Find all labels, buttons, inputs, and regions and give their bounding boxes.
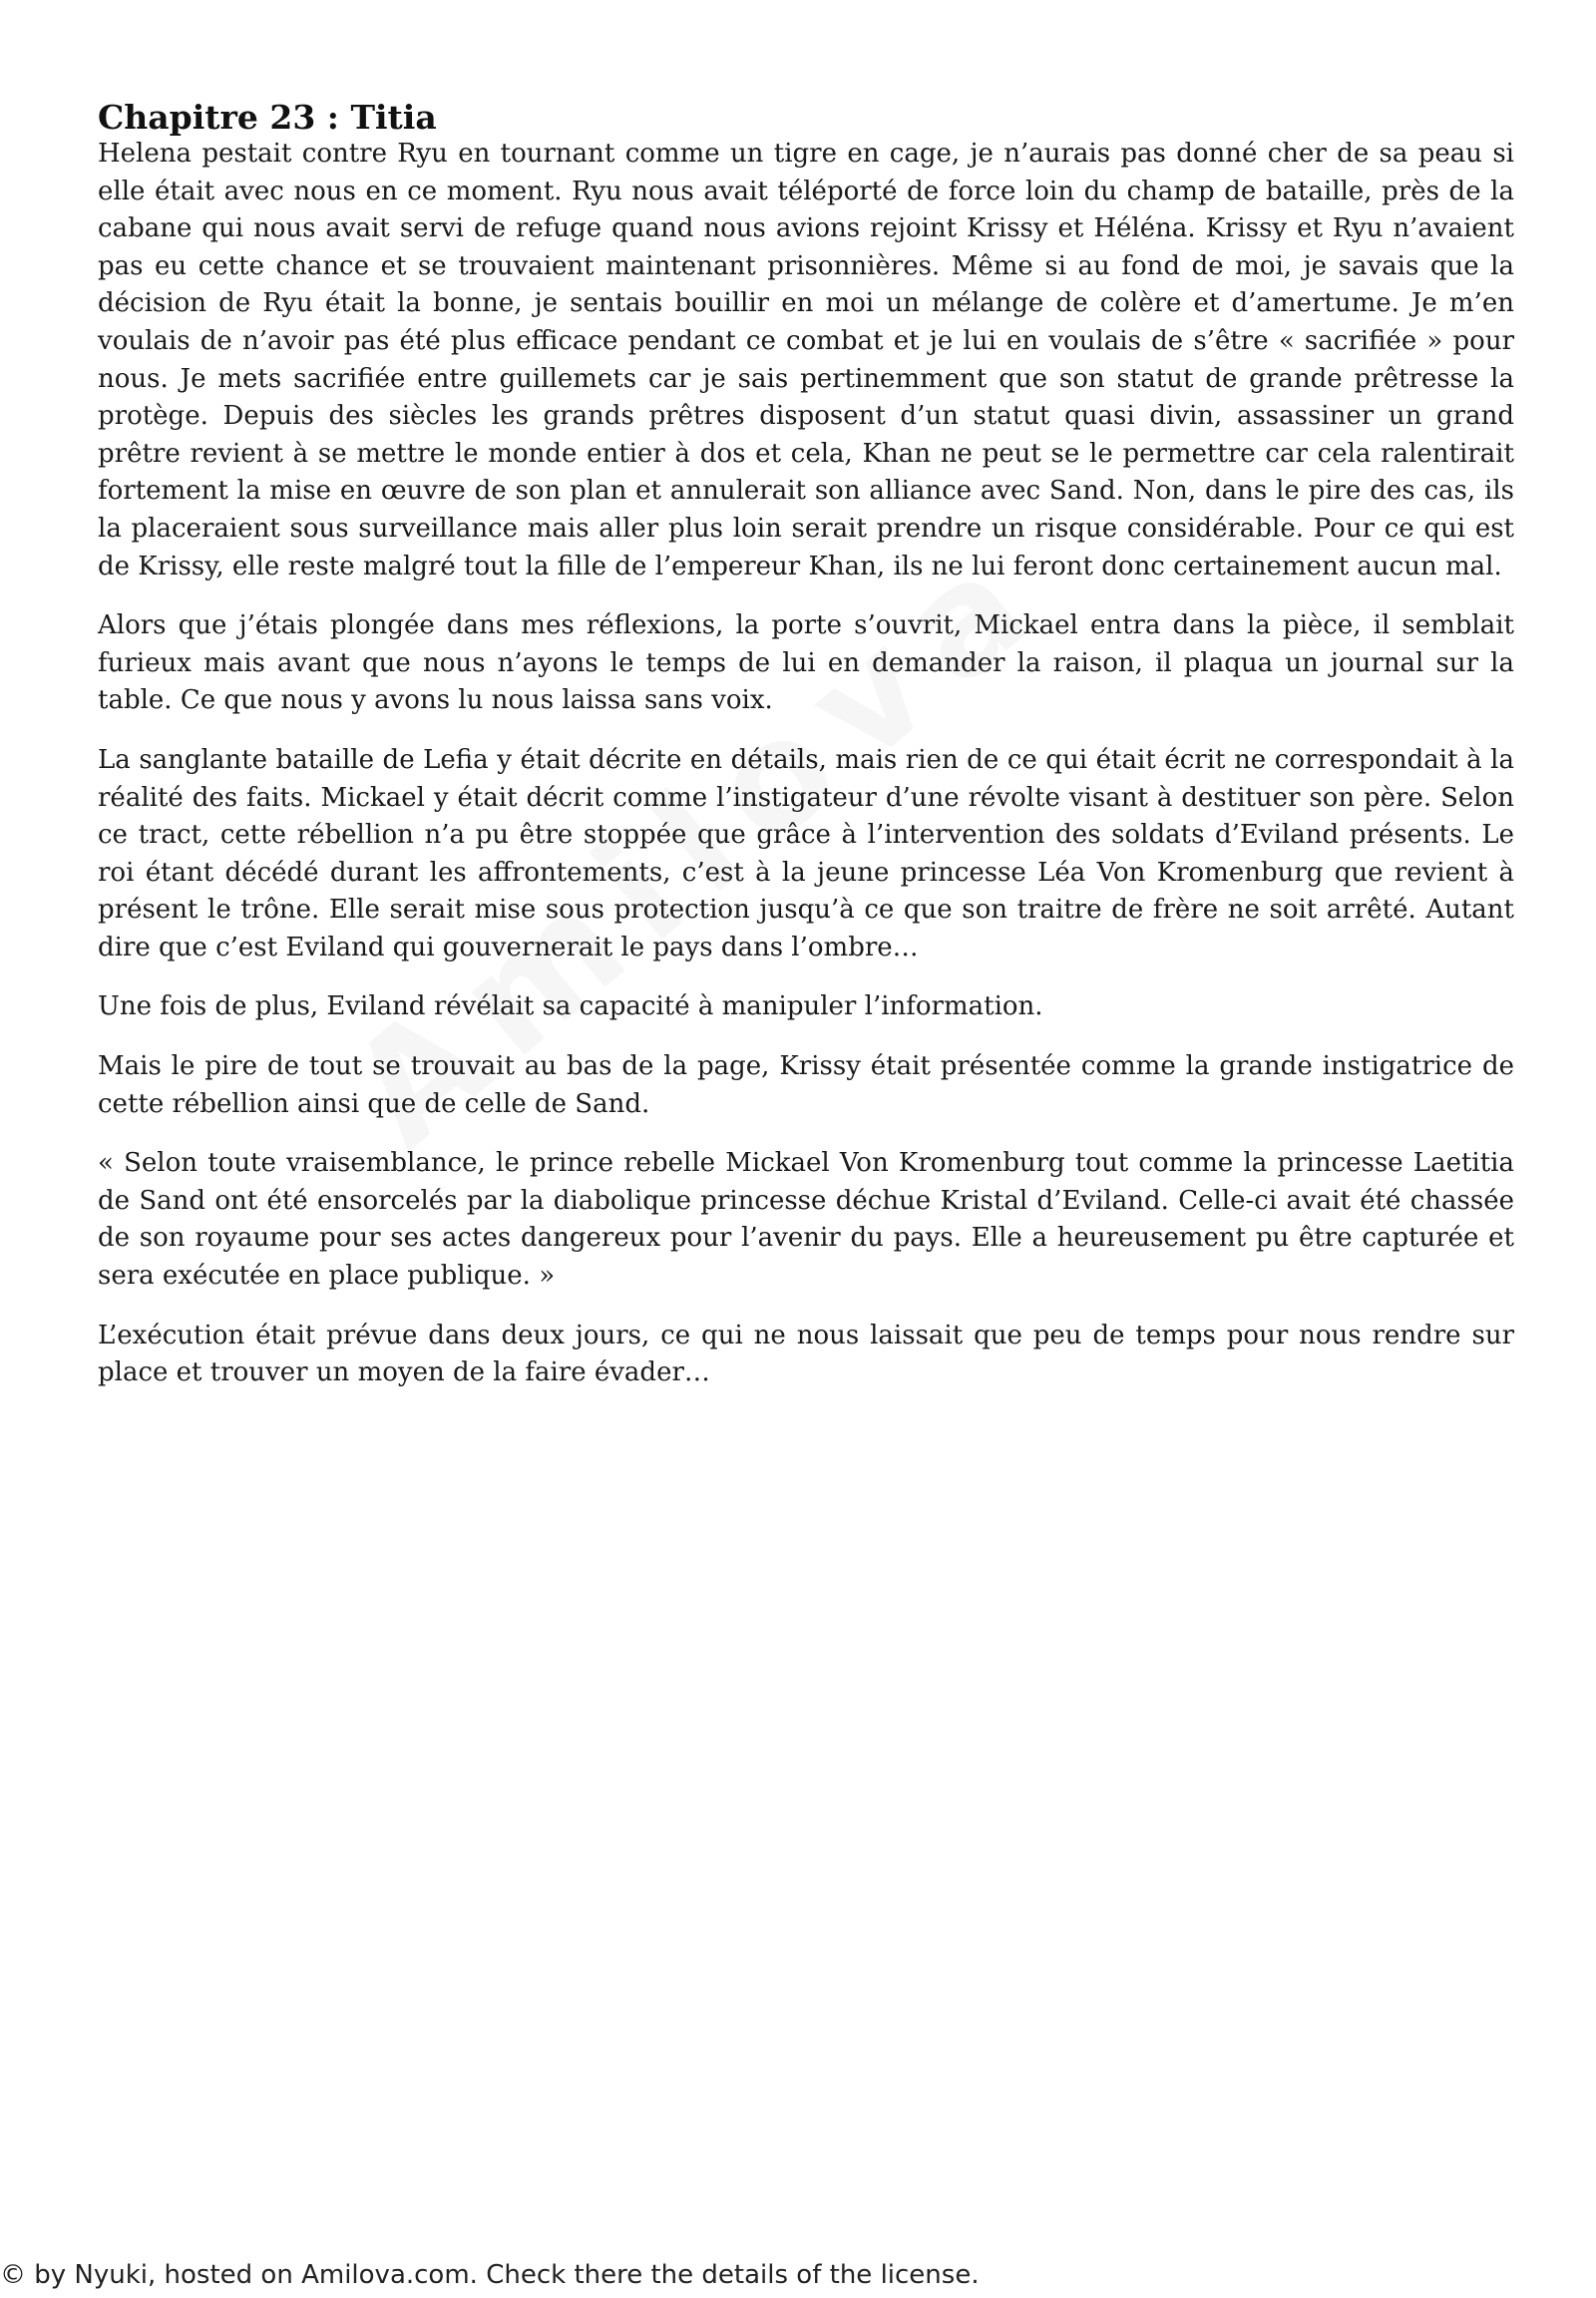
paragraph-4: Une fois de plus, Eviland révélait sa capacité à manipuler l’information. [98,991,1043,1022]
paragraph-1: Helena pestait contre Ryu en tournant comme un tigre en cage, je n’aurais pas donné cher de sa peau si elle était avec nous en ce moment. Ryu nous avait téléporté de force loin du champ de bataille, près de la cabane qui nous avait servi de refuge quand nous avions rejoint Krissy et Héléna. Krissy et Ryu n’avaient pas eu cette chance et se trouvaient maintenant prisonnières. Même si au fond de moi, je savais que la décision de Ryu était la bonne, je sentais bouillir en moi un mélange de colère et d’amertume. Je m’en voulais de n’avoir pas été plus efficace pendant ce combat et je lui en voulais de s’être « sacrifiée » pour nous. Je mets sacrifiée entre guillemets car je sais pertinemment que son statut de grande prêtresse la protège. Depuis des siècles les grands prêtres disposent d’un statut quasi divin, assassiner un grand prêtre revient à se mettre le monde entier à dos et cela, Khan ne peut se le permettre car cela ralentirait fortement la mise en œuvre de son plan et annulerait son alliance avec Sand. Non, dans le pire des cas, ils la placeraient sous surveillance mais aller plus loin serait prendre un risque considérable. Pour ce qui est de Krissy, elle reste malgré tout la fille de l’empereur Khan, ils ne lui feront donc certainement aucun mal. [98,139,1514,581]
paragraph-3: La sanglante bataille de Lefia y était décrite en détails, mais rien de ce qui était écrit ne correspondait à la réalité des faits. Mickael y était décrit comme l’instigateur d’une révolte visant à destituer son père. Selon ce tract, cette rébellion n’a pu être stoppée que grâce à l’intervention des soldats d’Eviland présents. Le roi étant décédé durant les affrontements, c’est à la jeune princesse Léa Von Kromenburg que revient à présent le trône. Elle serait mise sous protection jusqu’à ce que son traitre de frère ne soit arrêté. Autant dire que c’est Eviland qui gouvernerait le pays dans l’ombre… [98,744,1514,962]
license-footer: © by Nyuki, hosted on Amilova.com. Check there the details of the license. [0,2260,980,2290]
paragraph-2: Alors que j’étais plongée dans mes réflexions, la porte s’ouvrit, Mickael entra dans la pièce, il semblait furieux mais avant que nous n’ayons le temps de lui en demander la raison, il plaqua un journal sur la table. Ce que nous y avons lu nous laissa sans voix. [98,610,1514,716]
paragraph-7: L’exécution était prévue dans deux jours, ce qui ne nous laissait que peu de temps pour nous rendre sur place et trouver un moyen de la faire évader… [98,1320,1514,1388]
paragraph-5: Mais le pire de tout se trouvait au bas de la page, Krissy était présentée comme la grande instigatrice de cette rébellion ainsi que de celle de Sand. [98,1051,1514,1119]
document-page [98,98,1514,1414]
quote-paragraph: « Selon toute vraisemblance, le prince rebelle Mickael Von Kromenburg tout comme la princesse Laetitia de Sand ont été ensorcelés par la diabolique princesse déchue Kristal d’Eviland. Celle-ci avait été chassée de son royaume pour ses actes dangereux pour l’avenir du pays. Elle a heureusement pu être capturée et sera exécutée en place publique. » [98,1148,1514,1292]
chapter-title: Chapitre 23 : Titia [98,98,437,137]
